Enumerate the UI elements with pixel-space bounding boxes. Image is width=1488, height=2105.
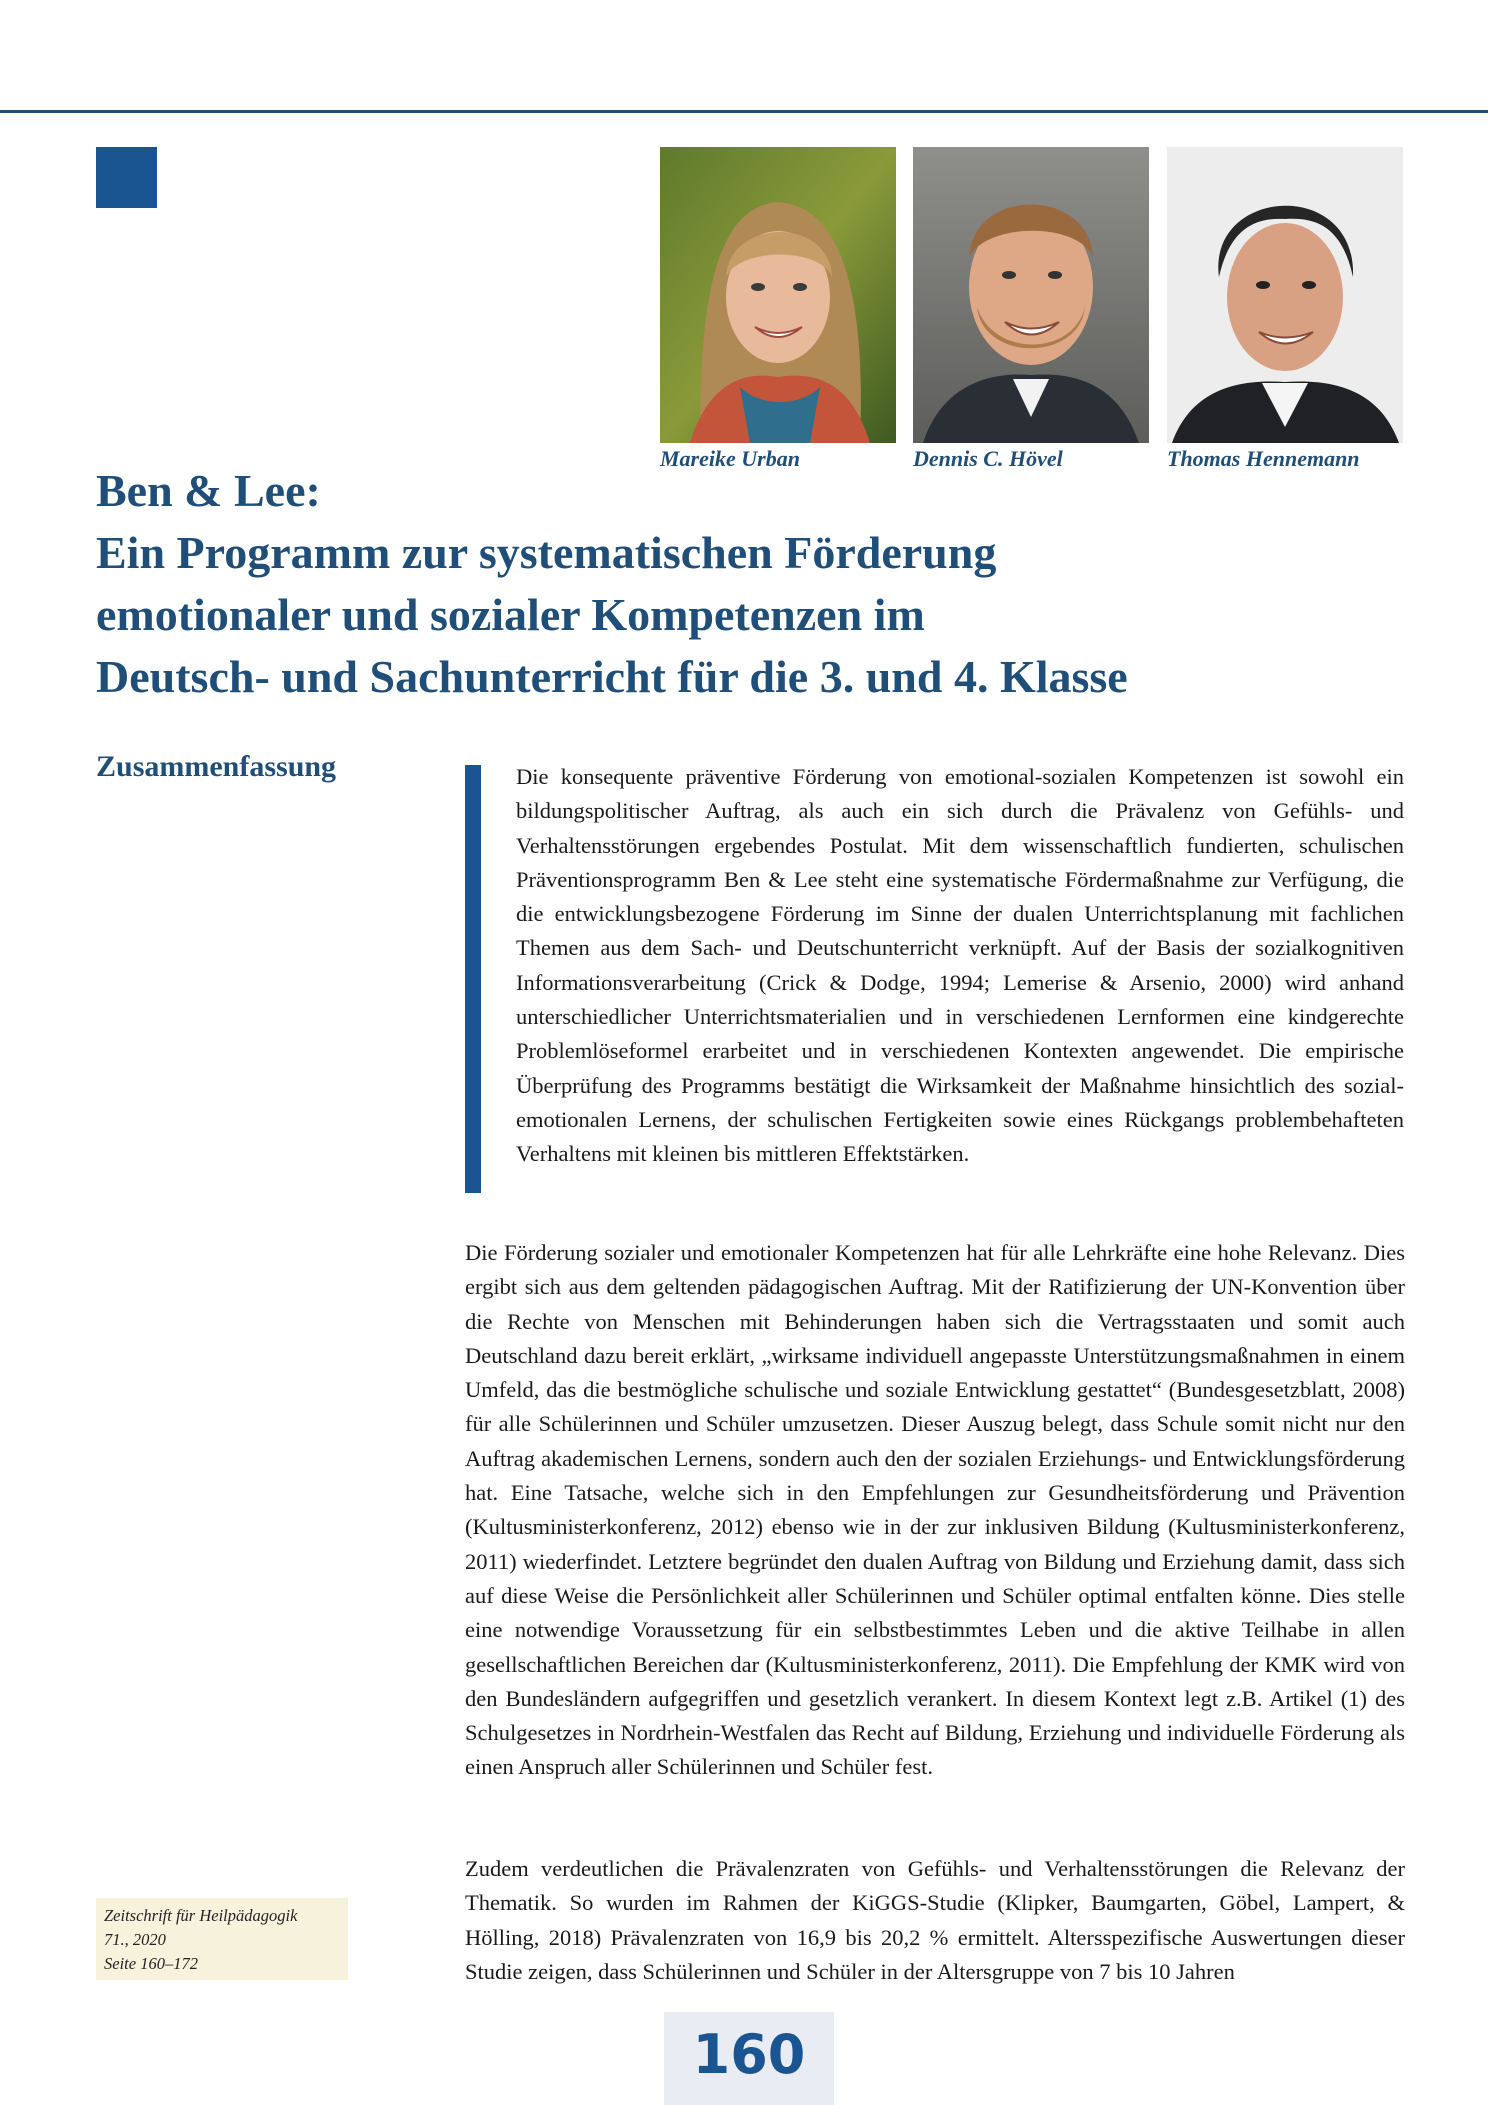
author-photo	[1167, 147, 1403, 443]
article-title	[96, 460, 1296, 708]
author-photo	[660, 147, 896, 443]
author-photo	[913, 147, 1149, 443]
journal-name: Zeitschrift für Heilpädagogik	[104, 1906, 298, 1925]
title-line: Ben & Lee:	[96, 465, 321, 516]
header-rule	[0, 110, 1488, 113]
journal-pages: Seite 160–172	[104, 1954, 198, 1973]
abstract-text: Die konsequente präventive Förderung von emotional-sozialen Kompetenzen ist sowohl ein bildungspolitischer Auftrag, als auch ein sich durch die Prävalenz von Gefühls- und Verhaltensstörungen ergebendes Postulat. Mit dem wissenschaftlich fundierten, schulischen Präventionsprogramm Ben & Lee steht eine systematische Fördermaßnahme zur Verfügung, die die entwicklungsbezogene Förderung im Sinne der dualen Unterrichtsplanung mit fachlichen Themen aus dem Sach- und Deutschunterricht verknüpft. Auf der Basis der sozialkognitiven Informationsverarbeitung (Crick & Dodge, 1994; Lemerise & Arsenio, 2000) wird anhand unterschiedlicher Unterrichtsmaterialien und in verschiedenen Lernformen eine kindgerechte Problemlöseformel erarbeitet und in verschiedenen Kontexten angewendet. Die empirische Überprüfung des Programms bestätigt die Wirksamkeit der Maßnahme hinsichtlich des sozial-emotionalen Lernens, der schulischen Fertigkeiten sowie eines Rückgangs problembehafteten Verhaltens mit kleinen bis mittleren Effektstärken.	[516, 764, 1404, 1167]
title-line: emotionaler und sozialer Kompetenzen im	[96, 589, 925, 640]
page-number: 160	[664, 2012, 834, 2105]
abstract-heading: Zusammenfassung	[96, 750, 337, 783]
portrait-photo-icon	[1167, 147, 1403, 443]
portrait-photo-icon	[913, 147, 1149, 443]
body-paragraph: Zudem verdeutlichen die Prävalenzraten von Gefühls- und Verhaltensstörungen die Relevanz der Thematik. So wurden im Rahmen der KiGGS-Studie (Klipker, Baumgarten, Göbel, Lampert, & Hölling, 2018) Prävalenzraten von 16,9 bis 20,2 % ermittelt. Altersspezifische Auswertungen dieser Studie zeigen, dass Schülerinnen und Schüler in der Altersgruppe von 7 bis 10 Jahren	[465, 1856, 1405, 1984]
body-paragraph: Die Förderung sozialer und emotionaler Kompetenzen hat für alle Lehrkräfte eine hohe Relevanz. Dies ergibt sich aus dem geltenden pädagogischen Auftrag. Mit der Ratifizierung der UN-Konvention über die Rechte von Menschen mit Behinderungen haben sich die Vertragsstaaten und somit auch Deutschland dazu bereit erklärt, „wirksame individuell angepasste Unterstützungsmaßnahmen in einem Umfeld, das die bestmögliche schulische und soziale Entwicklung gestattet“ (Bundesgesetzblatt, 2008) für alle Schülerinnen und Schüler umzusetzen. Dieser Auszug belegt, dass Schule somit nicht nur den Auftrag akademischen Lernens, sondern auch den der sozialen Erziehungs- und Entwicklungsförderung hat. Eine Tatsache, welche sich in den Empfehlungen zur Gesundheitsförderung und Prävention (Kultusministerkonferenz, 2012) ebenso wie in der zur inklusiven Bildung (Kultusministerkonferenz, 2011) wiederfindet. Letztere begründet den dualen Auftrag von Bildung und Erziehung damit, dass sich auf diese Weise die Persönlichkeit aller Schülerinnen und Schüler optimal entfalten könne. Dies stelle eine notwendige Voraussetzung für ein selbstbestimmtes Leben und die aktive Teilhabe in allen gesellschaftlichen Bereichen dar (Kultusministerkonferenz, 2011). Die Empfehlung der KMK wird von den Bundesländern aufgegriffen und gesetzlich verankert. In diesem Kontext legt z.B. Artikel (1) des Schulgesetzes in Nordrhein-Westfalen das Recht auf Bildung, Erziehung und individuelle Förderung als einen Anspruch aller Schülerinnen und Schüler fest.	[465, 1240, 1405, 1780]
author-card	[660, 147, 896, 472]
author-card	[913, 147, 1149, 472]
author-name: Dennis C. Hövel	[913, 446, 1063, 471]
journal-citation	[96, 1898, 348, 1980]
author-name: Mareike Urban	[660, 446, 800, 471]
title-line: Deutsch- und Sachunterricht für die 3. und 4. Klasse	[96, 651, 1128, 702]
author-name: Thomas Hennemann	[1167, 446, 1360, 471]
portrait-photo-icon	[660, 147, 896, 443]
section-marker	[96, 147, 157, 208]
title-line: Ein Programm zur systematischen Förderung	[96, 527, 997, 578]
journal-volume: 71., 2020	[104, 1930, 166, 1949]
abstract-bar	[465, 765, 481, 1193]
author-card	[1167, 147, 1403, 472]
